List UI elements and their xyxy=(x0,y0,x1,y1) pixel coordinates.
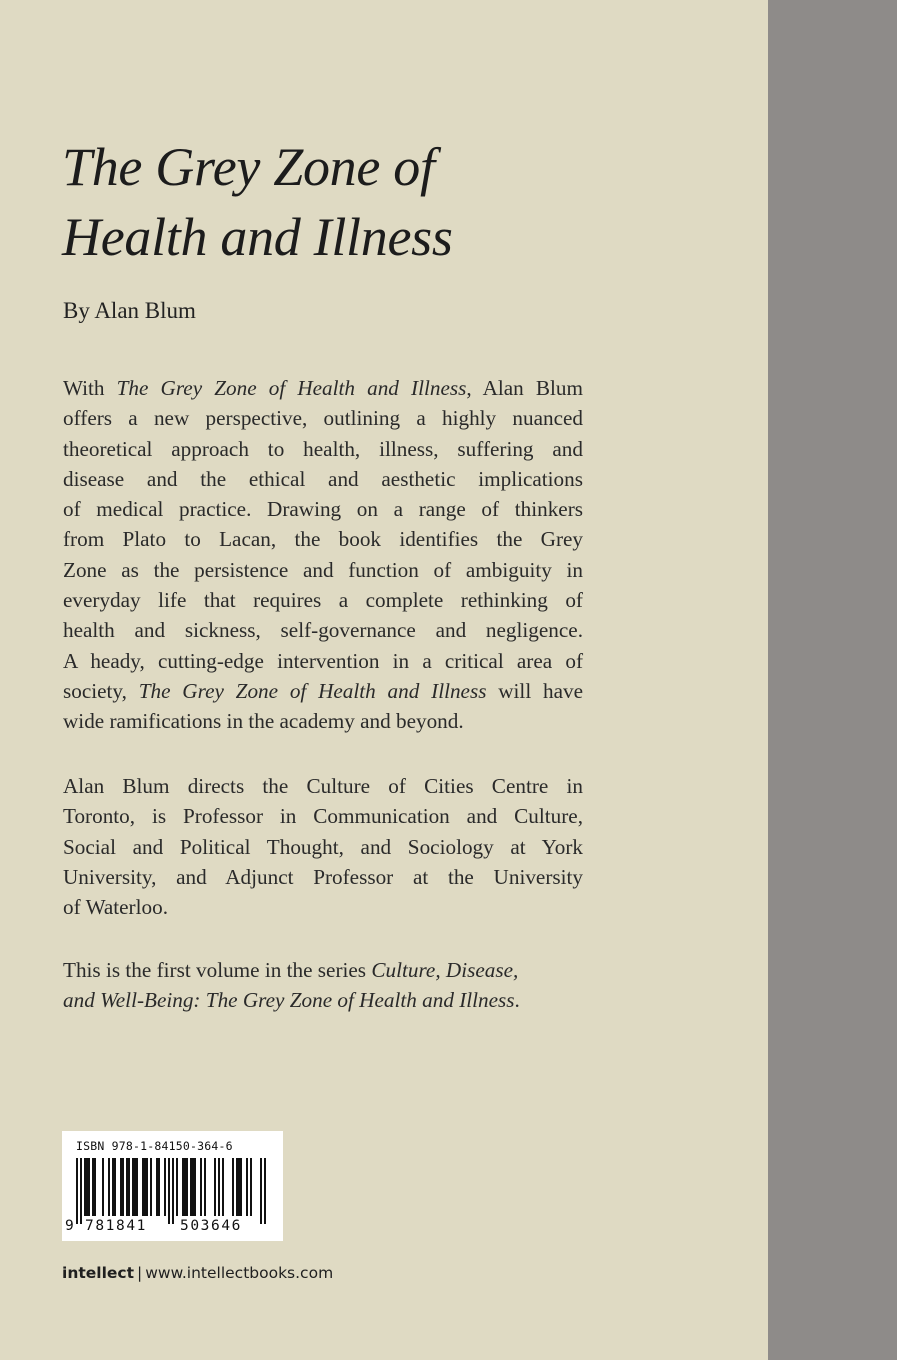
barcode-bar xyxy=(204,1158,206,1216)
title-reference: The Grey Zone of Health and Illness xyxy=(116,376,467,400)
bio-line: Toronto, is Professor in Communication and Culture, xyxy=(63,804,583,829)
barcode-bar xyxy=(132,1158,134,1216)
description-line: disease and the ethical and aesthetic implications xyxy=(63,466,583,491)
barcode-bar xyxy=(102,1158,104,1216)
barcode-bar xyxy=(92,1158,94,1216)
description-line: from Plato to Lacan, the book identifies the Grey xyxy=(63,527,583,552)
series-line: and Well-Being: The Grey Zone of Health and Illness. xyxy=(63,988,520,1013)
book-title-line-2: Health and Illness xyxy=(62,207,453,267)
series-line: This is the first volume in the series Culture, Disease, xyxy=(63,958,519,982)
publisher-url: www.intellectbooks.com xyxy=(145,1264,334,1282)
barcode-bar xyxy=(164,1158,166,1216)
description-line: Zone as the persistence and function of ambiguity in xyxy=(63,557,583,582)
description-line: of medical practice. Drawing on a range of thinkers xyxy=(63,497,583,522)
barcode-bar xyxy=(136,1158,138,1216)
barcode-bar xyxy=(112,1158,114,1216)
barcode-bar xyxy=(236,1158,238,1216)
description-line: everyday life that requires a complete rethinking of xyxy=(63,588,583,613)
author-bio xyxy=(63,771,583,922)
publisher-brand: intellect xyxy=(62,1264,135,1282)
barcode-guard-bar xyxy=(260,1158,262,1224)
barcode-bar xyxy=(156,1158,158,1216)
barcode-bar xyxy=(134,1158,136,1216)
isbn-barcode xyxy=(62,1131,283,1241)
publisher-line xyxy=(62,1263,333,1283)
barcode-bar xyxy=(88,1158,90,1216)
description-line: wide ramifications in the academy and beyond. xyxy=(63,709,464,734)
barcode-bar xyxy=(190,1158,192,1216)
barcode-bar xyxy=(184,1158,186,1216)
barcode-bar xyxy=(128,1158,130,1216)
barcode-guard-bar xyxy=(168,1158,170,1224)
barcode-bar xyxy=(120,1158,122,1216)
series-title: Culture, Disease, xyxy=(371,958,519,982)
barcode-bar xyxy=(158,1158,160,1216)
ean-left-digits: 781841 xyxy=(85,1218,147,1234)
barcode-bar xyxy=(238,1158,240,1216)
barcode-bar xyxy=(250,1158,252,1216)
barcode-bar xyxy=(182,1158,184,1216)
barcode-bars xyxy=(76,1158,272,1224)
barcode-bar xyxy=(150,1158,152,1216)
barcode-guard-bar xyxy=(264,1158,266,1224)
description-line: society, The Grey Zone of Health and Illness will have xyxy=(63,678,583,703)
isbn-label: ISBN 978-1-84150-364-6 xyxy=(76,1139,233,1153)
barcode-bar xyxy=(176,1158,178,1216)
title-reference: The Grey Zone of Health and Illness xyxy=(138,678,487,703)
ean-first-digit: 9 xyxy=(65,1218,74,1234)
barcode-bar xyxy=(142,1158,144,1216)
ean-right-digits: 503646 xyxy=(180,1218,242,1234)
barcode-guard-bar xyxy=(172,1158,174,1224)
book-description xyxy=(63,373,583,737)
barcode-bar xyxy=(246,1158,248,1216)
bio-line: University, and Adjunct Professor at the University xyxy=(63,864,583,889)
barcode-guard-bar xyxy=(80,1158,82,1224)
barcode-bar xyxy=(144,1158,146,1216)
barcode-bar xyxy=(214,1158,216,1216)
book-title-line-1: The Grey Zone of xyxy=(62,137,435,197)
barcode-bar xyxy=(200,1158,202,1216)
publisher-separator: | xyxy=(137,1264,143,1282)
barcode-bar xyxy=(126,1158,128,1216)
bio-line: of Waterloo. xyxy=(63,895,168,920)
barcode-bar xyxy=(192,1158,194,1216)
series-note xyxy=(63,955,583,1016)
description-line: With The Grey Zone of Health and Illness, Alan Blum xyxy=(63,376,583,400)
barcode-bar xyxy=(86,1158,88,1216)
barcode-bar xyxy=(146,1158,148,1216)
description-line: offers a new perspective, outlining a highly nuanced xyxy=(63,406,583,431)
barcode-bar xyxy=(240,1158,242,1216)
barcode-bar xyxy=(114,1158,116,1216)
barcode-bar xyxy=(222,1158,224,1216)
barcode-bar xyxy=(94,1158,96,1216)
barcode-bar xyxy=(108,1158,110,1216)
barcode-bar xyxy=(186,1158,188,1216)
book-spine xyxy=(768,0,897,1360)
barcode-bar xyxy=(232,1158,234,1216)
description-line: A heady, cutting-edge intervention in a critical area of xyxy=(63,648,583,673)
author-byline: By Alan Blum xyxy=(63,298,196,323)
series-title: and Well-Being: The Grey Zone of Health and Illness xyxy=(63,988,515,1013)
barcode-bar xyxy=(218,1158,220,1216)
description-line: theoretical approach to health, illness, suffering and xyxy=(63,436,583,461)
book-title xyxy=(62,132,453,272)
description-line: health and sickness, self-governance and negligence. xyxy=(63,618,583,643)
bio-line: Social and Political Thought, and Sociology at York xyxy=(63,834,583,859)
barcode-bar xyxy=(122,1158,124,1216)
barcode-bar xyxy=(194,1158,196,1216)
barcode-bar xyxy=(84,1158,86,1216)
barcode-guard-bar xyxy=(76,1158,78,1224)
bio-line: Alan Blum directs the Culture of Cities Centre in xyxy=(63,774,583,798)
